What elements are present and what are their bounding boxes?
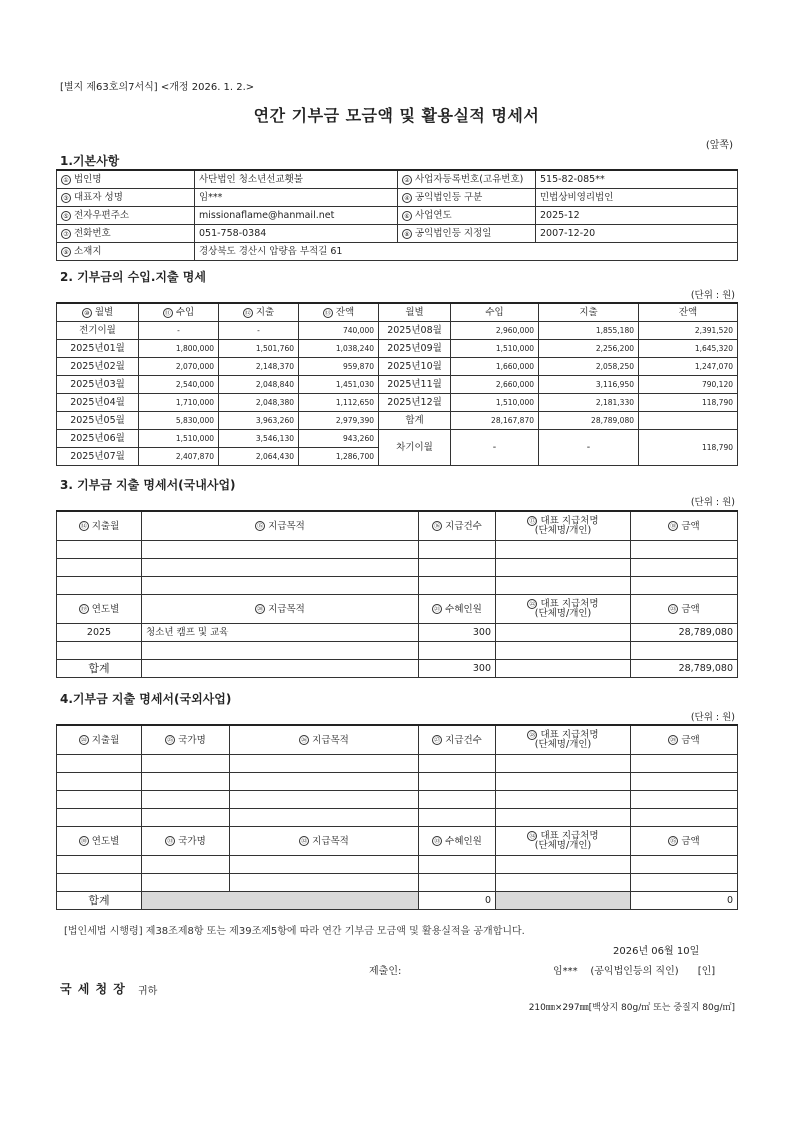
section3-heading: 3. 기부금 지출 명세서(국내사업) [60,478,236,492]
carry-balance: 118,790 [639,430,738,466]
table-row [57,809,738,827]
col-balance: ⑬ 잔액 [299,303,379,322]
table-row [57,559,738,577]
recipient-office: 국 세 청 장 [60,982,126,996]
unit-label: (단위 : 원) [690,712,735,723]
total-label: 합계 [379,412,451,430]
label-cell: ⑥ 사업연도 [398,207,536,225]
table-row: 2025 청소년 캠프 및 교육 300 28,789,080 [57,624,738,642]
table-row [57,791,738,809]
table-row: 2025년05월 5,830,000 3,963,260 2,979,390 합계 28,167,870 28,789,080 [57,412,738,430]
corp-type: 민법상비영리법인 [536,189,738,207]
domestic-table: ⑭ 지출월 ⑮ 지급목적 ⑯ 지급건수 ⑰ 대표 지급처명 (단체명/개인) ⑱ 금액 ⑲ 연도별 ⑳ 지급목적 ㉑ 수혜인원 ㉒ 대표 지급처명 (단체명/개인) ㉓ 금액 2025 청소년 캠프 및 교육 300 28,789,080 합계 300 28,789,080 [56,510,738,678]
table-row: 2025년03월 2,540,000 2,048,840 1,451,030 2025년11월 2,660,000 3,116,950 790,120 [57,376,738,394]
corp-name: 사단법인 청소년선교횃불 [195,170,398,189]
overseas-table: ㉔ 지출월 ㉕ 국가명 ㉖ 지급목적 ㉗ 지급건수 ㉘ 대표 지급처명 (단체명/개인) ㉙ 금액 ㉚ 연도별 ㉛ 국가명 ㉜ 지급목적 ㉝ 수혜인원 ㉞ 대표 지급처명 (단체명/개인) ㉟ 금액 합계 0 0 [56,724,738,910]
paper-spec: 210㎜×297㎜[백상지 80g/㎡ 또는 중질지 80g/㎡] [528,1003,735,1013]
label-cell: ① 법인명 [57,170,195,189]
col-expense: ⑫ 지출 [219,303,299,322]
col-month: ⑩ 월별 [57,303,139,322]
label-cell: ⑤ 전자우편주소 [57,207,195,225]
label-cell: ③ 대표자 성명 [57,189,195,207]
unit-label: (단위 : 원) [690,497,735,508]
col-balance2: 잔액 [639,303,738,322]
legal-note: [법인세법 시행령] 제38조제8항 또는 제39조제5항에 따라 연간 기부금 모금액 및 활용실적을 공개합니다. [64,926,525,937]
submitter-name: 임*** (공익법인등의 직인) [인] [553,966,716,977]
table-row: 2025년07월 2,407,870 2,064,430 1,286,700 [57,448,738,466]
fiscal-year: 2025-12 [536,207,738,225]
table-row [57,874,738,892]
phone: 051-758-0384 [195,225,398,243]
section4-heading: 4.기부금 지출 명세서(국외사업) [60,692,232,706]
total-row: 합계 300 28,789,080 [57,660,738,678]
income-expense-table [56,302,738,466]
submitter-label: 제출인: [369,966,402,977]
table-row: 2025년01월 1,800,000 1,501,760 1,038,240 2025년09월 1,510,000 2,256,200 1,645,320 [57,340,738,358]
table-row [57,541,738,559]
table-row: 전기이월 - - 740,000 2025년08월 2,960,000 1,855,180 2,391,520 [57,322,738,340]
col-month2: 월별 [379,303,451,322]
table-row: 2025년06월 1,510,000 3,546,130 943,260 차기이월 - - 118,790 [57,430,738,448]
rep-name: 임*** [195,189,398,207]
table-row [57,577,738,595]
label-cell: ⑨ 소재지 [57,243,195,261]
col-income: ⑪ 수입 [139,303,219,322]
table-row [57,856,738,874]
section2-heading: 2. 기부금의 수입.지출 명세 [60,270,206,284]
section1-heading: 1.기본사항 [60,154,120,168]
total-row: 합계 0 0 [57,892,738,910]
label-cell: ② 사업자등록번호(고유번호) [398,170,536,189]
submit-date: 2026년 06월 10일 [613,946,700,957]
col-income2: 수입 [451,303,539,322]
table-row [57,642,738,660]
label-cell: ⑧ 공익법인등 지정일 [398,225,536,243]
label-cell: ④ 공익법인등 구분 [398,189,536,207]
unit-label: (단위 : 원) [690,290,735,301]
email: missionaflame@hanmail.net [195,207,398,225]
page-title: 연간 기부금 모금액 및 활용실적 명세서 [253,106,540,125]
table-row [57,773,738,791]
designation-date: 2007-12-20 [536,225,738,243]
table-row: 2025년02월 2,070,000 2,148,370 959,870 2025년10월 1,660,000 2,058,250 1,247,070 [57,358,738,376]
col-expense2: 지출 [539,303,639,322]
table-row [57,755,738,773]
address: 경상북도 경산시 압량읍 부적길 61 [195,243,738,261]
page-side: (앞쪽) [705,140,733,151]
basic-info-table [56,169,738,261]
carry-label: 차기이월 [379,430,451,466]
label-cell: ⑦ 전화번호 [57,225,195,243]
recipient-honorific: 귀하 [138,986,158,997]
table-row: 2025년04월 1,710,000 2,048,380 1,112,650 2025년12월 1,510,000 2,181,330 118,790 [57,394,738,412]
form-number: [별지 제63호의7서식] <개정 2026. 1. 2.> [60,82,255,93]
biz-no: 515-82-085** [536,170,738,189]
